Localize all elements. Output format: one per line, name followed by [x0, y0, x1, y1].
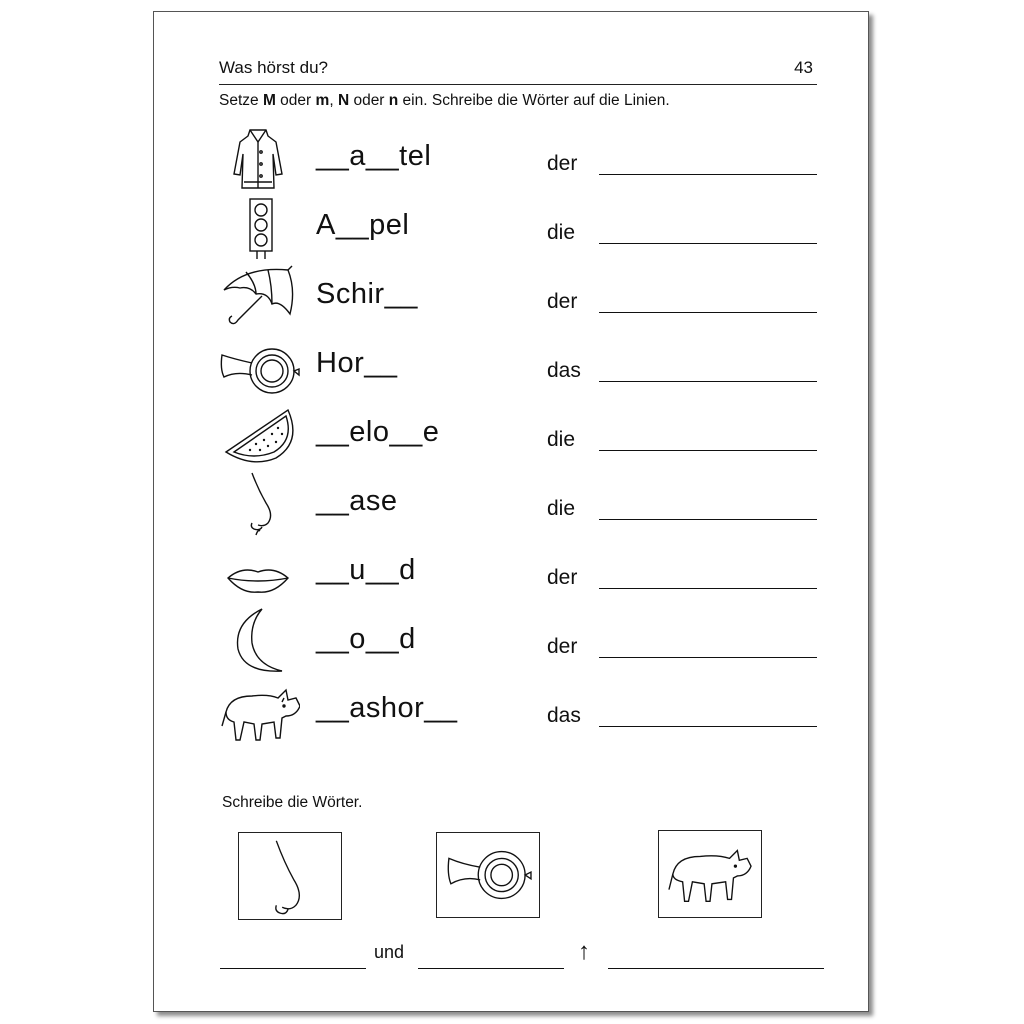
- article-label: der: [547, 290, 578, 313]
- gap-word: __ase: [316, 485, 398, 517]
- umbrella-icon: [216, 262, 300, 330]
- exercise-row: [154, 607, 870, 675]
- exercise-row: [154, 400, 870, 468]
- instruction-text: [219, 92, 670, 110]
- connector-und: und: [374, 942, 405, 962]
- instruction-letter: m: [315, 92, 330, 109]
- exercise-row: [154, 124, 870, 192]
- article-label: die: [547, 428, 576, 451]
- picture-box-nose: [238, 832, 342, 920]
- page-number: 43: [794, 58, 813, 77]
- up-arrow-icon: ↑: [578, 938, 590, 965]
- article-label: die: [547, 497, 576, 520]
- instruction-part: ,: [329, 92, 338, 109]
- instruction-part: oder: [275, 92, 316, 109]
- instruction-part: Setze: [219, 92, 263, 109]
- article-label: der: [547, 566, 578, 589]
- header: [219, 56, 817, 85]
- watermelon-icon: [216, 400, 300, 468]
- article-label: die: [547, 221, 576, 244]
- gap-word: __u__d: [316, 554, 416, 586]
- horn-icon: [216, 331, 300, 399]
- coat-icon: [216, 124, 300, 192]
- answer-line[interactable]: [599, 312, 817, 313]
- picture-box-rhino: [658, 830, 762, 918]
- rhino-icon: [216, 676, 300, 744]
- answer-line[interactable]: [599, 726, 817, 727]
- answer-line[interactable]: [608, 968, 824, 969]
- instruction-part: ein. Schreibe die Wörter auf die Linien.: [398, 92, 670, 109]
- exercise-row: [154, 676, 870, 744]
- instruction-letter: n: [388, 92, 399, 109]
- answer-line[interactable]: [599, 657, 817, 658]
- horn-icon: [437, 833, 539, 917]
- instruction-letter: N: [337, 92, 350, 109]
- answer-line[interactable]: [599, 450, 817, 451]
- picture-box-horn: [436, 832, 540, 918]
- answer-line[interactable]: [418, 968, 564, 969]
- gap-word: A__pel: [316, 209, 410, 241]
- answer-line[interactable]: [599, 381, 817, 382]
- answer-line[interactable]: [599, 519, 817, 520]
- gap-word: Schir__: [316, 278, 418, 310]
- article-label: der: [547, 635, 578, 658]
- nose-icon: [239, 833, 341, 919]
- subheading: Schreibe die Wörter.: [222, 794, 363, 811]
- page-title: Was hörst du?: [219, 58, 328, 77]
- exercise-row: [154, 538, 870, 606]
- article-label: das: [547, 704, 581, 727]
- exercise-row: [154, 262, 870, 330]
- answer-line[interactable]: [220, 968, 366, 969]
- article-label: das: [547, 359, 581, 382]
- exercise-row: [154, 331, 870, 399]
- moon-icon: [216, 607, 300, 675]
- gap-word: __a__tel: [316, 140, 432, 172]
- nose-icon: [216, 469, 300, 537]
- exercise-row: [154, 193, 870, 261]
- mouth-icon: [216, 538, 300, 606]
- gap-word: __ashor__: [316, 692, 458, 724]
- answer-line[interactable]: [599, 588, 817, 589]
- rhino-icon: [659, 831, 761, 917]
- article-label: der: [547, 152, 578, 175]
- gap-word: __o__d: [316, 623, 416, 655]
- answer-line[interactable]: [599, 243, 817, 244]
- gap-word: Hor__: [316, 347, 398, 379]
- worksheet-page: [153, 11, 869, 1012]
- answer-line[interactable]: [599, 174, 817, 175]
- instruction-part: oder: [349, 92, 389, 109]
- gap-word: __elo__e: [316, 416, 440, 448]
- instruction-letter: M: [262, 92, 276, 109]
- exercise-row: [154, 469, 870, 537]
- traffic-light-icon: [216, 193, 300, 261]
